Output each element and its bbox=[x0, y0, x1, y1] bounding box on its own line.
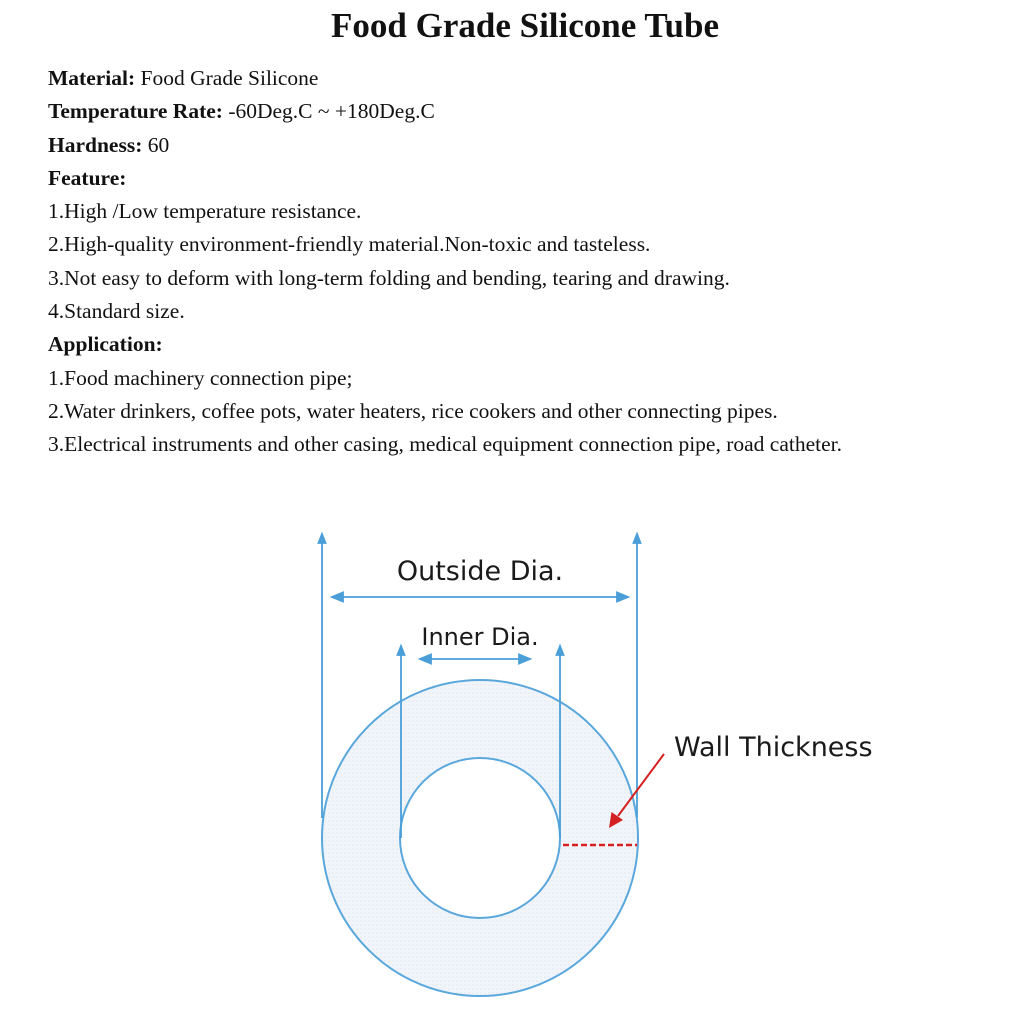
application-item: 3.Electrical instruments and other casing, medical equipment connection pipe, road catheter. bbox=[48, 432, 843, 457]
tube-inner-bore bbox=[400, 758, 560, 918]
feature-item: 4.Standard size. bbox=[48, 299, 185, 324]
outside-dia-label: Outside Dia. bbox=[396, 556, 564, 587]
hardness-value: 60 bbox=[147, 132, 170, 157]
material-value: Food Grade Silicone bbox=[140, 66, 319, 90]
feature-item: 3.Not easy to deform with long-term folding and bending, tearing and drawing. bbox=[48, 265, 730, 290]
hardness-label: Hardness: bbox=[48, 132, 143, 157]
feature-item: 1.High /Low temperature resistance. bbox=[48, 199, 362, 224]
page-title: Food Grade Silicone Tube bbox=[331, 6, 719, 45]
feature-item: 2.High-quality environment-friendly material.Non-toxic and tasteless. bbox=[48, 232, 651, 257]
application-item: 1.Food machinery connection pipe; bbox=[48, 365, 353, 390]
material-label: Material: bbox=[48, 66, 136, 90]
temperature-value: -60Deg.C ~ +180Deg.C bbox=[228, 99, 435, 124]
inner-dia-label: Inner Dia. bbox=[421, 623, 539, 651]
application-item: 2.Water drinkers, coffee pots, water heaters, rice cookers and other connecting pipes. bbox=[48, 398, 778, 423]
wall-thickness-label: Wall Thickness bbox=[674, 732, 873, 763]
application-heading: Application: bbox=[48, 332, 163, 357]
temperature-label: Temperature Rate: bbox=[48, 99, 223, 124]
feature-heading: Feature: bbox=[48, 165, 127, 190]
